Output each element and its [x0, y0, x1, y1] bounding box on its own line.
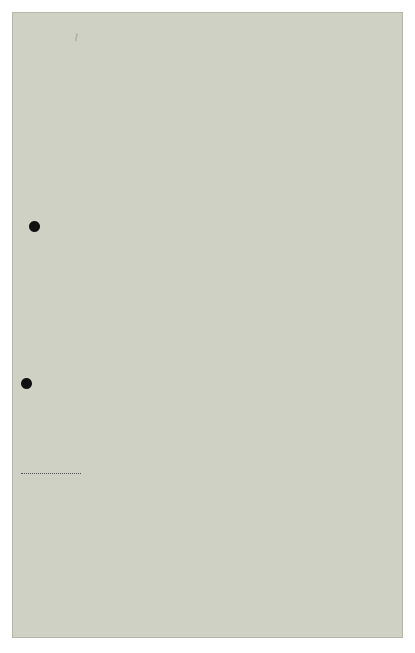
punch-hole — [21, 378, 32, 389]
archive-note-faint: ⌇ — [73, 33, 78, 44]
part-d-table — [13, 13, 403, 638]
punch-hole — [29, 221, 40, 232]
form-sheet — [12, 12, 403, 638]
